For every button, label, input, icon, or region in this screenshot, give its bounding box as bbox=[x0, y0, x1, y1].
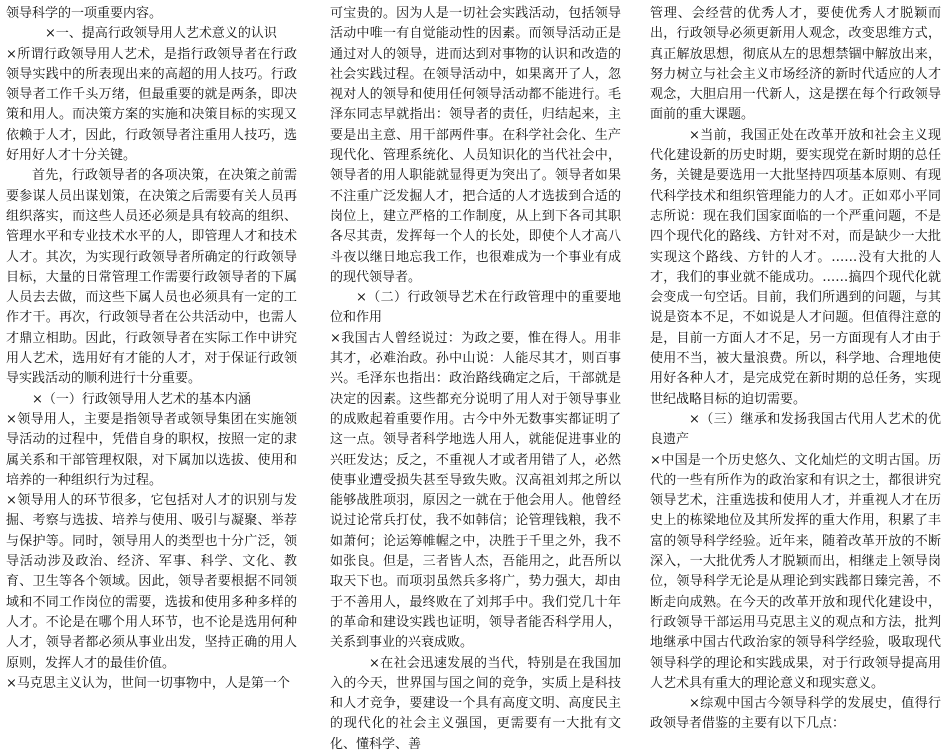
text-column-middle bbox=[330, 4, 621, 755]
paragraph: ×领导用人的环节很多，它包括对人才的识别与发掘、考察与选拔、培养与使用、吸引与凝聚、举荐与保护等。同时，领导用人的类型也十分广泛，领导活动涉及政治、经济、军事、科学、文化、教育、卫生等各个领域。因此，领导者要根据不同领域和不同工作岗位的需要，选拔和使用多种多样的人才。不论是在哪个用人环节，也不论是选用何种人才，领导者都必须从事业出发，坚持正确的用人原则，发挥人才的最佳价值。 bbox=[6, 493, 297, 671]
paragraph: ×当前，我国正处在改革开放和社会主义现代化建设新的历史时期，要实现党在新时期的总任务，关键是要选用一大批坚持四项基本原则、有现代科学技术和组织管理能力的人才。正如邓小平同志所说：现在我们国家面临的一个严重问题，不是四个现代化的路线、方针对不对，而是缺少一大批实现这个路线、方针的人才。……没有大批的人才，我们的事业就不能成功。……搞四个现代化就会变成一句空话。目前，我们所遇到的问题，与其说是资本不足，不如说是人才问题。但值得注意的是，目前一方面人才不足，另一方面现有人才由于使用不当，被大量浪费。所以，科学地、合理地使用好各种人才，是完成党在新时期的总任务，实现世纪战略目标的迫切需要。 bbox=[650, 127, 941, 407]
subsection-heading: ×（二）行政领导艺术在行政管理中的重要地位和作用 bbox=[330, 290, 621, 326]
paragraph: ×马克思主义认为，世间一切事物中，人是第一个 bbox=[6, 675, 290, 691]
paragraph: ×我国古人曾经说过：为政之要，惟在得人。用非其才，必难治政。孙中山说：人能尽其才，则百事兴。毛泽东也指出：政治路线确定之后，干部就是决定的因素。这些都充分说明了用人对于领导事业的成败起着重要作用。古今中外无数事实都证明了这一点。领导者科学地选人用人，就能促进事业的兴旺发达；反之，不重视人才或者用错了人，必然使事业遭受损失甚至导致失败。汉高祖刘邦之所以能够战胜项羽，原因之一就在于他会用人。他曾经说过论常兵打仗，我不如韩信；论管理钱粮，我不如萧何；论运筹帷幄之中，决胜于千里之外，我不如张良。但是，三者皆人杰，吾能用之，此吾所以取天下也。而项羽虽然兵多将广，势力强大，却由于不善用人，最终败在了刘邦手中。我们党几十年的革命和建设实践也证明，领导者能否科学用人，关系到事业的兴衰成败。 bbox=[330, 330, 621, 651]
paragraph: 领导科学的一项重要内容。 bbox=[6, 6, 163, 21]
text-column-left bbox=[6, 4, 297, 694]
subsection-heading: ×（三）继承和发扬我国古代用人艺术的优良遗产 bbox=[650, 411, 941, 448]
text-column-right bbox=[650, 4, 941, 735]
subsection-heading: ×（一）行政领导用人艺术的基本内涵 bbox=[32, 391, 251, 407]
paragraph: ×综观中国古今领导科学的发展史，值得行政领导者借鉴的主要有以下几点： bbox=[650, 696, 941, 732]
paragraph: 首先，行政领导者的各项决策，在决策之前需要参谋人员出谋划策，在决策之后需要有关人员再组织落实，而这些人员还必须是具有较高的组织、管理水平和专业技术水平的人，即管理人才和技术人才。其次，为实现行政领导者所确定的行政领导目标，大量的日常管理工作需要行政领导者的下属人员去去做，而这些下属人员也必须具有一定的工作才干。再次，行政领导者在公共活动中，也需人才鼎立相助。因此，行政领导者在实际工作中讲究用人艺术，选用好有才能的人才，对于保证行政领导实践活动的顺利进行十分重要。 bbox=[6, 168, 297, 387]
paragraph: ×中国是一个历史悠久、文化灿烂的文明古国。历代的一些有所作为的政治家和有识之士，都很讲究领导艺术，注重选拔和使用人才，并重视人才在历史上的栋梁地位及其所发挥的重大作用，积累了丰富的领导科学经验。近年来，随着改革开放的不断深入，一大批优秀人才脱颖而出，相继走上领导岗位，领导科学无论是从理论到实践都日臻完善，不断走向成熟。在今天的改革开放和现代化建设中，行政领导干部运用马克思主义的观点和方法，批判地继承中国古代政治家的领导科学经验，吸取现代领导科学的理论和实践成果，对于行政领导提高用人艺术具有重大的理论意义和现实意义。 bbox=[650, 452, 941, 691]
paragraph: ×领导用人，主要是指领导者或领导集团在实施领导活动的过程中，凭借自身的职权，按照一定的隶属关系和干部管理权限，对下属加以选拔、使用和培养的一种组织行为过程。 bbox=[6, 411, 297, 488]
paragraph: 可宝贵的。因为人是一切社会实践活动，包括领导活动中唯一有自觉能动性的因素。而领导活动正是通过对人的领导，进而达到对事物的认识和改造的社会实践过程。在领导活动中，如果离开了人，忽视对人的领导和使用任何领导活动都不能进行。毛泽东同志早就指出：领导者的责任，归结起来，主要是出主意、用干部两件事。在科学社会化、生产现代化、管理系统化、人员知识化的当代社会中，领导者的用人职能就显得更为突出了。领导者如果不注重广泛发掘人才，把合适的人才选拔到合适的岗位上，建立严格的工作制度，从上到下各司其职各尽其责，发挥每一个人的长处，即使个人才高八斗夜以继日地忘我工作，也很难成为一个事业有成的现代领导者。 bbox=[330, 6, 621, 285]
paragraph: ×所谓行政领导用人艺术，是指行政领导者在行政领导实践中的所表现出来的高超的用人技巧。行政领导者工作千头万绪，但最重要的就是两条，即决策和用人。而决策方案的实施和决策目标的实现又依赖于人才，因此，行政领导者注重用人技巧，选好用好人才十分关键。 bbox=[6, 46, 297, 164]
paragraph: 管理、会经营的优秀人才，要使优秀人才脱颖而出，行政领导必须更新用人观念，改变思维方式，真正解放思想，彻底从左的思想禁锢中解放出来，努力树立与社会主义市场经济的新时代适应的人才观念，大胆启用一代新人，这是摆在每个行政领导面前的重大课题。 bbox=[650, 6, 941, 123]
section-heading: ×一、提高行政领导用人艺术意义的认识 bbox=[45, 26, 277, 42]
paragraph: ×在社会迅速发展的当代，特别是在我国加入的今天，世界国与国之间的竞争，实质上是科技和人才竞争，要建设一个具有高度文明、高度民主的现代化的社会主义强国，更需要有一大批有文化、懂科学、善 bbox=[330, 655, 621, 752]
